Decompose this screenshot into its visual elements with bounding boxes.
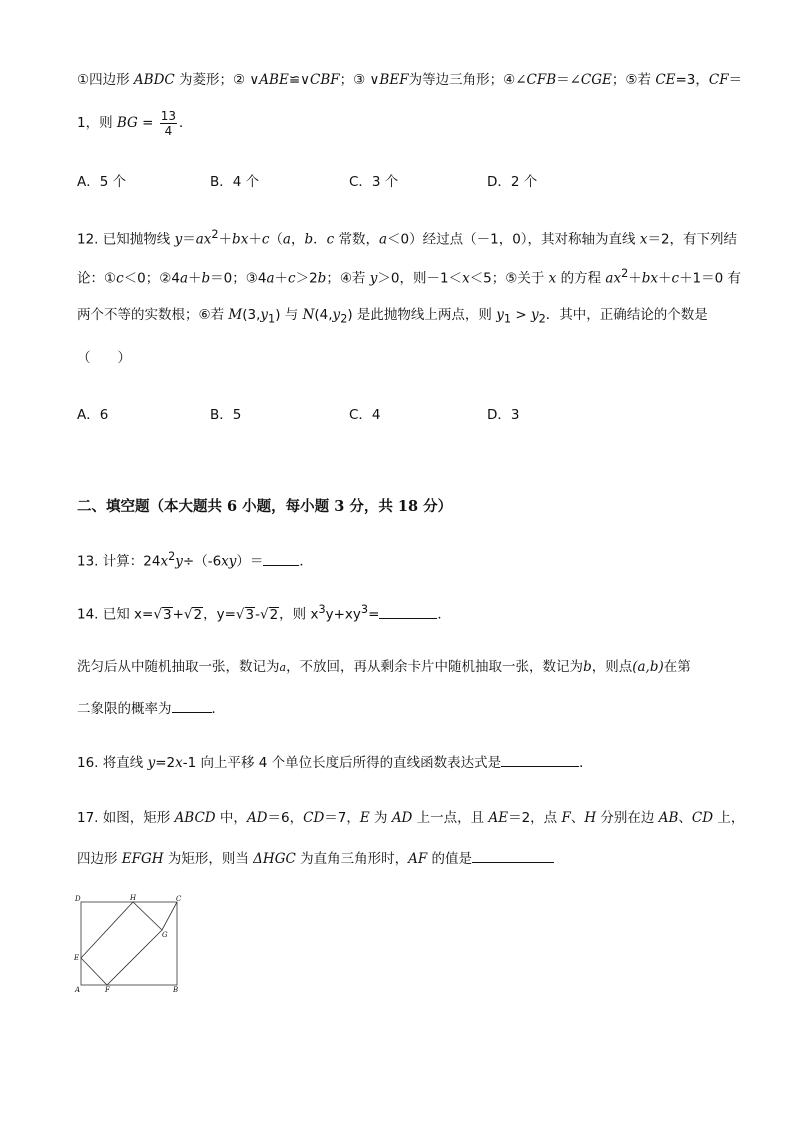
text: ． (437, 606, 451, 623)
var: bx (232, 231, 249, 248)
answer-blank[interactable] (379, 604, 437, 619)
text: =3， (675, 72, 709, 88)
q16-line (77, 752, 593, 773)
q11-option-a[interactable]: A．5 个 (77, 174, 127, 190)
var: ax (605, 270, 622, 287)
text: 1，则 (77, 115, 117, 131)
superscript: 3 (318, 603, 326, 616)
sqrt-symbol: √ (183, 606, 193, 623)
q14-line (77, 600, 451, 625)
q11-option-c[interactable]: C．3 个 (349, 174, 399, 190)
text: 的值是 (427, 851, 473, 867)
var: E (359, 810, 370, 826)
var: EFGH (121, 851, 164, 867)
var-bg: BG (116, 115, 138, 131)
text: 17. 如图，矩形 (77, 810, 175, 826)
var: x (160, 553, 169, 570)
q15-line-1 (77, 657, 691, 678)
fraction-13-4 (160, 109, 177, 138)
text: ，则点 (591, 659, 633, 675)
text: ＞2 (295, 270, 318, 287)
text: 洗匀后从中随机抽取一张，数记为 (77, 659, 280, 675)
text: ) (275, 307, 281, 323)
text: ＋ (218, 231, 233, 248)
var: c (116, 270, 124, 287)
var: ax (195, 231, 212, 248)
text: 为菱形；② (174, 72, 250, 88)
congruent-symbol: ≌ (288, 72, 301, 88)
superscript: 2 (211, 228, 219, 241)
var: H (584, 810, 597, 826)
text: y+xy (325, 606, 361, 623)
var: x (175, 755, 183, 771)
var: y (147, 755, 156, 771)
var: c (261, 231, 270, 248)
var: CD (303, 810, 325, 826)
text: ＝ (556, 72, 570, 88)
text: = (137, 115, 158, 131)
text: - (255, 606, 260, 623)
subscript: 1 (268, 312, 276, 326)
text: 为矩形，则当 (163, 851, 254, 867)
var: AB (658, 810, 679, 826)
text: （ (269, 231, 283, 248)
text: ＝0；③4 (210, 270, 267, 287)
var: y (332, 307, 341, 323)
text: = (368, 606, 380, 623)
var: y (369, 270, 378, 287)
text: 二象限的概率为 (77, 701, 172, 717)
text: 四边形 (77, 851, 122, 867)
var: x (548, 270, 557, 287)
text: 为直角三角形时， (295, 851, 409, 867)
label-h: H (130, 894, 137, 902)
q12-line-4: （ ） (77, 350, 131, 366)
var: c (326, 231, 335, 248)
text: ， (290, 231, 305, 248)
label-d: D (75, 895, 81, 903)
superscript: 2 (621, 267, 629, 280)
q11-option-d[interactable]: D．2 个 (487, 174, 538, 190)
text: ；④若 (326, 270, 370, 287)
text: 两个不等的实数根；⑥若 (77, 307, 229, 323)
text: ． (211, 701, 225, 717)
var: a (282, 231, 291, 248)
var: N (302, 307, 315, 323)
text: ＜0）经过点（－1，0），其对称轴为直线 (387, 231, 640, 248)
label-a: A (75, 986, 81, 994)
text: ＋ (628, 270, 642, 287)
q12-line-1 (77, 225, 737, 250)
text: 、 (570, 810, 585, 826)
var-abdc: ABDC (133, 72, 175, 88)
superscript: 3 (360, 603, 369, 616)
text: ；③ (339, 72, 370, 88)
var: c (288, 270, 296, 287)
var-abe: ∨ABE (249, 72, 289, 88)
label-b: B (173, 986, 179, 994)
text: 上一点，且 (412, 810, 489, 826)
segment-gc (162, 902, 177, 930)
text: ＝2，有下列结 (647, 231, 738, 248)
text: 为等边三角形；④ (408, 72, 516, 88)
var-cbf: ∨CBF (300, 72, 340, 88)
text: 12. 已知抛物线 (77, 231, 175, 248)
radicand: 2 (193, 606, 203, 623)
text: ． (579, 755, 593, 771)
var: AE (488, 810, 509, 826)
q11-option-b[interactable]: B．4 个 (210, 174, 260, 190)
text: 的方程 (556, 270, 606, 287)
q12-option-a[interactable]: A．6 (77, 407, 109, 423)
text: =2 (155, 755, 176, 771)
answer-blank[interactable] (501, 752, 579, 767)
text: 16. 将直线 (77, 755, 148, 771)
var: M (228, 307, 243, 323)
q15-line-2 (77, 698, 225, 719)
label-g: G (162, 931, 168, 939)
var: c (671, 270, 680, 287)
q17-line-1 (77, 808, 744, 828)
fraction-numerator: 13 (160, 108, 177, 123)
q12-line-3 (77, 305, 708, 330)
text: 上， (713, 810, 745, 826)
var: b (304, 231, 314, 248)
var: bx (641, 270, 658, 287)
label-c: C (176, 895, 182, 903)
text: (4, (314, 307, 333, 323)
radicand: 3 (162, 606, 172, 623)
text: + (172, 606, 184, 623)
text: ）＝ (236, 553, 264, 570)
text: 14. 已知 x= (77, 606, 154, 623)
var: a (179, 270, 189, 287)
text: ＋ (658, 270, 672, 287)
text: ) (347, 307, 353, 323)
text: 中， (215, 810, 247, 826)
point-ab: (a,b) (632, 659, 664, 675)
text: ． (299, 553, 313, 570)
subscript: 2 (340, 312, 348, 326)
var-ce: CE (655, 72, 676, 88)
text: ＝2，点 (508, 810, 562, 826)
q17-line-2 (77, 848, 554, 869)
var: F (561, 810, 571, 826)
text: ＋1＝0 有 (679, 270, 742, 287)
sqrt-symbol: √ (259, 606, 269, 623)
text: 13. 计算：24 (77, 553, 161, 570)
var: xy (221, 553, 237, 570)
var: ABCD (174, 810, 216, 826)
var: AF (408, 851, 428, 867)
q12-option-b[interactable]: B．5 (210, 407, 242, 423)
text: ，则 x (279, 606, 319, 623)
subscript: 2 (538, 312, 546, 326)
text: 与 (280, 307, 303, 323)
text: 在第 (663, 659, 691, 675)
var: x (639, 231, 648, 248)
var: CD (691, 810, 714, 826)
text: ，y= (203, 606, 236, 623)
label-e: E (74, 954, 80, 962)
q12-line-2 (77, 264, 741, 289)
text: 常数， (334, 231, 379, 248)
var: a (279, 661, 287, 674)
text: (3, (242, 307, 261, 323)
answer-blank[interactable] (472, 848, 554, 863)
text: ．其中，正确结论的个数是 (545, 307, 708, 323)
answer-blank[interactable] (172, 698, 212, 713)
var: b (201, 270, 211, 287)
text: ；⑤若 (611, 72, 656, 88)
var: y (175, 553, 183, 570)
text: ，不放回，再从剩余卡片中随机抽取一张，数记为 (286, 659, 584, 675)
radicand: 2 (269, 606, 279, 623)
superscript: 2 (168, 550, 176, 563)
radicand: 3 (245, 606, 255, 623)
var-cf: CF (708, 72, 729, 88)
text: ＜5；⑤关于 (469, 270, 549, 287)
answer-blank[interactable] (263, 551, 299, 566)
text: -1 向上平移 4 个单位长度后所得的直线函数表达式是 (182, 755, 502, 771)
text: 为 (369, 810, 392, 826)
q17-geometry-figure (70, 892, 190, 998)
text: ＋ (188, 270, 202, 287)
var: AD (246, 810, 268, 826)
rectangle-efgh (81, 902, 162, 985)
var: AD (391, 810, 413, 826)
text: ＋ (248, 231, 262, 248)
section-2-title: 二、填空题（本大题共 6 小题，每小题 3 分，共 18 分） (77, 498, 453, 515)
var: a (378, 231, 388, 248)
var: y (530, 307, 539, 323)
sqrt-symbol: √ (153, 606, 162, 623)
var: a (266, 270, 275, 287)
text: ＝6， (267, 810, 304, 826)
text: ． (313, 231, 327, 248)
subscript: 1 (503, 312, 512, 326)
q11-line-2 (77, 108, 193, 138)
text: > (511, 307, 531, 323)
text: 是此抛物线上两点，则 (352, 307, 497, 323)
sqrt-symbol: √ (235, 606, 245, 623)
text: 、 (678, 810, 692, 826)
var: b (583, 659, 592, 675)
fraction-denominator: 4 (164, 123, 173, 138)
var: b (317, 270, 327, 287)
var: ΔHGC (253, 851, 296, 867)
var: y (174, 231, 183, 248)
text: ＜0；②4 (123, 270, 180, 287)
text: ＋ (274, 270, 289, 287)
text: ①四边形 (77, 72, 134, 88)
var: y (496, 307, 504, 323)
q12-option-c[interactable]: C．4 (349, 407, 381, 423)
q11-line-1 (77, 70, 742, 90)
var: x (462, 270, 470, 287)
text: 论：① (77, 270, 117, 287)
q13-line (77, 547, 313, 572)
text: 分别在边 (596, 810, 659, 826)
text: ＝ (728, 72, 743, 88)
var-bef: ∨BEF (369, 72, 409, 88)
var-cfb: ∠CFB (515, 72, 557, 88)
var: y (260, 307, 269, 323)
label-f: F (105, 986, 110, 994)
text: ＝7， (324, 810, 360, 826)
q12-option-d[interactable]: D．3 (487, 407, 520, 423)
text: ＞0，则－1＜ (377, 270, 463, 287)
var-cge: ∠CGE (569, 72, 612, 88)
text: ． (179, 115, 193, 131)
text: ＝ (182, 231, 196, 248)
text: ÷（-6 (182, 553, 222, 570)
